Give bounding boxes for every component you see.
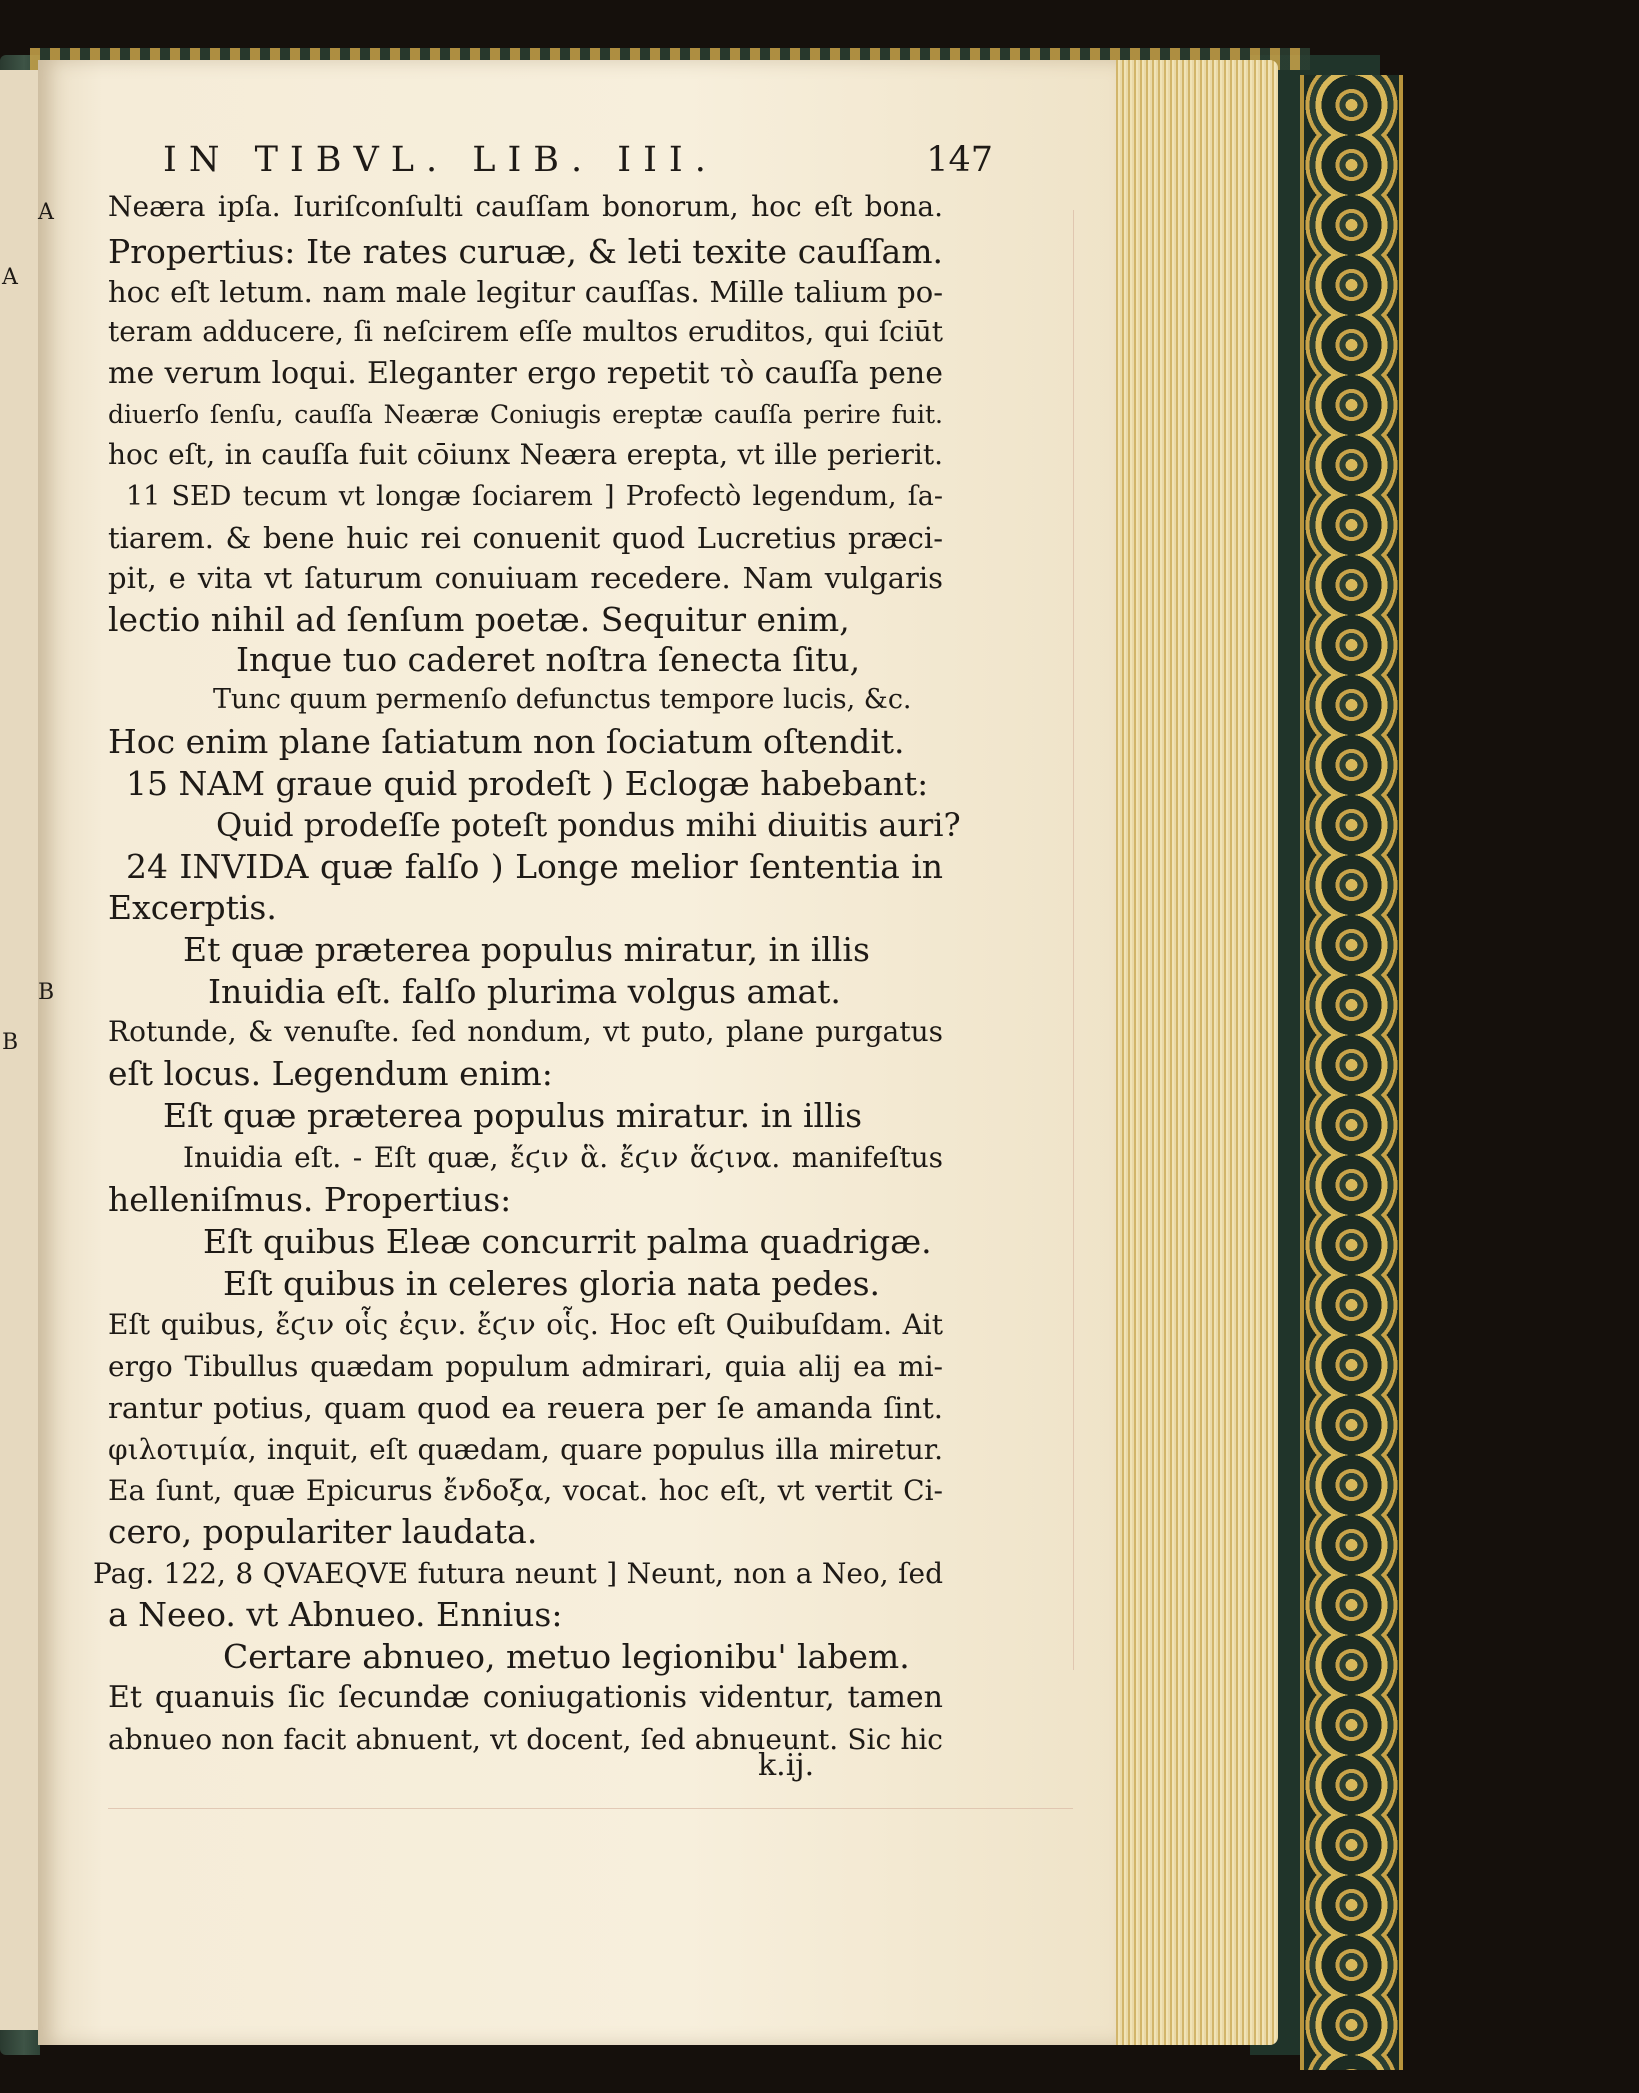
- text-line: a Neeo. vt Abnueo. Ennius:: [108, 1595, 563, 1634]
- text-line: Propertius: Ite rates curuæ, & leti texite cauſſam.: [108, 232, 943, 271]
- text-line: Excerptis.: [108, 888, 277, 927]
- text-line: Eſt quibus, ἔϛιν οἷς ἐςιν. ἔϛιν οἷς. Hoc eſt Quibuſdam. Ait: [108, 1308, 943, 1341]
- text-line: Inuidia eſt. - Eſt quæ, ἔϛιν ἃ. ἔϛιν ἅϛινα. manifeſtus: [183, 1141, 943, 1174]
- margin-rule-vertical: [1073, 210, 1074, 1670]
- text-line: rantur potius, quam quod ea reuera per ſe amanda ſint.: [108, 1391, 943, 1425]
- gilt-ornamental-border: [1300, 75, 1403, 2070]
- text-line: ergo Tibullus quædam populum admirari, quia alij ea mi-: [108, 1350, 943, 1383]
- margin-mark-b-inner: B: [38, 980, 55, 1005]
- text-line: cero, populariter laudata.: [108, 1512, 538, 1551]
- text-line: Rotunde, & venuſte. ſed nondum, vt puto, plane purgatus: [108, 1015, 943, 1048]
- text-line: Neæra ipſa. Iuriſconſulti cauſſam bonorum, hoc eſt bona.: [108, 190, 943, 223]
- verse-line: Eſt quibus Eleæ concurrit palma quadrigæ.: [203, 1222, 932, 1261]
- text-line: diuerſo ſenſu, cauſſa Neæræ Coniugis ereptæ cauſſa perire fuit.: [108, 400, 943, 429]
- margin-mark-b-outer: B: [2, 1030, 19, 1055]
- verse-line: Inque tuo caderet noſtra ſenecta ſitu,: [236, 640, 861, 679]
- text-line: hoc eſt, in cauſſa fuit cōiunx Neæra erepta, vt ille perierit.: [108, 438, 943, 471]
- text-line: tiarem. & bene huic rei conuenit quod Lucretius præci-: [108, 521, 943, 555]
- text-line: Ea ſunt, quæ Epicurus ἔνδοξα, vocat. hoc eſt, vt vertit Ci-: [108, 1474, 943, 1507]
- verse-line: Certare abnueo, metuo legionibu' labem.: [223, 1637, 910, 1676]
- text-line: abnueo non facit abnuent, vt docent, ſed abnueunt. Sic hic: [108, 1723, 943, 1756]
- book-page: [38, 60, 1116, 2045]
- text-line: Hoc enim plane ſatiatum non ſociatum oſtendit.: [108, 722, 905, 761]
- text-line: 15 NAM graue quid prodeſt ) Eclogæ habebant:: [126, 764, 929, 803]
- text-line: 24 INVIDA quæ falſo ) Longe melior ſententia in: [126, 847, 943, 886]
- text-line: me verum loqui. Eleganter ergo repetit τὸ cauſſa pene: [108, 356, 943, 391]
- text-line: hoc eſt letum. nam male legitur cauſſas. Mille talium po-: [108, 275, 943, 309]
- text-line: 11 SED tecum vt longæ ſociarem ] Profectò legendum, ſa-: [126, 481, 943, 512]
- text-line: teram adducere, ſi neſcirem eſſe multos eruditos, qui ſciūt: [108, 315, 943, 348]
- margin-mark-a-inner: A: [38, 200, 54, 225]
- margin-mark-a-outer: A: [2, 265, 18, 290]
- margin-rule-horizontal: [108, 1808, 1073, 1809]
- verse-line: Inuidia eſt. falſo plurima volgus amat.: [208, 972, 841, 1011]
- previous-page-edge: [0, 70, 38, 2030]
- text-line: helleniſmus. Propertius:: [108, 1180, 512, 1219]
- signature-mark: k.ij.: [758, 1748, 815, 1783]
- text-line: Et quanuis ſic ſecundæ coniugationis videntur, tamen: [108, 1680, 943, 1715]
- text-line: pit, e vita vt ſaturum conuiuam recedere. Nam vulgaris: [108, 561, 943, 595]
- running-head-title: IN TIBVL. LIB. III.: [163, 140, 718, 180]
- verse-line: Eſt quæ præterea populus miratur. in illis: [163, 1096, 863, 1135]
- text-line: Pag. 122, 8 QVAEQVE futura neunt ] Neunt, non a Neo, ſed: [93, 1557, 943, 1590]
- verse-line: Quid prodeſſe poteſt pondus mihi diuitis auri?: [216, 806, 961, 844]
- gilt-page-edges: [1108, 60, 1278, 2045]
- text-line: eſt locus. Legendum enim:: [108, 1054, 553, 1093]
- text-line: φιλοτιμία, inquit, eſt quædam, quare populus illa miretur.: [108, 1433, 943, 1466]
- verse-line: Et quæ præterea populus miratur, in illis: [183, 930, 870, 969]
- text-line: lectio nihil ad ſenſum poetæ. Sequitur enim,: [108, 600, 850, 639]
- verse-line: Tunc quum permenſo defunctus tempore lucis, &c.: [213, 684, 912, 715]
- running-header: [163, 140, 993, 190]
- verse-line: Eſt quibus in celeres gloria nata pedes.: [223, 1264, 881, 1303]
- page-number: 147: [926, 140, 993, 180]
